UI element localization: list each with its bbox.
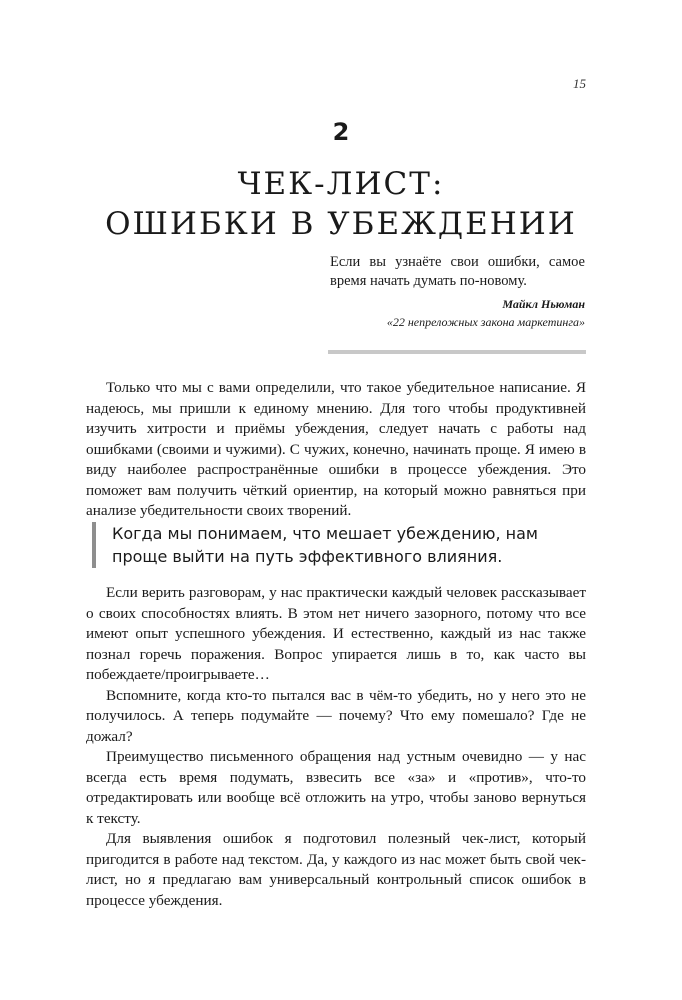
- epigraph-author: Майкл Ньюман: [502, 297, 585, 311]
- epigraph-divider: [328, 350, 586, 354]
- epigraph-source: «22 непреложных закона маркетинга»: [386, 315, 585, 329]
- intro-paragraph: Только что мы с вами определили, что такое убедительное написание. Я надеюсь, мы пришли к единому мнению. Для того чтобы продуктивней изучить хитрости и приёмы убеждения, следует начать с работы над ошибками (своими и чужими). С чужих, конечно, начинать проще. Я имею в виду наиболее распространённые ошибки в процессе убеждения. Это поможет вам получить чёткий ориентир, на который можно равняться при анализе убедительности своих творений.: [86, 379, 586, 519]
- body-paragraph: Вспомните, когда кто-то пытался вас в чём-то убедить, но у него это не получилось. А теперь подумайте — почему? Что ему помешало? Где не дожал?: [86, 686, 586, 745]
- callout-text: Когда мы понимаем, что мешает убеждению, нам проще выйти на путь эффективного влияния.: [112, 524, 538, 566]
- chapter-title: [0, 164, 682, 244]
- intro-section: [86, 378, 586, 522]
- callout-quote: [92, 522, 582, 568]
- body-paragraph: Если верить разговорам, у нас практически каждый человек рассказывает о своих способностях влиять. В этом нет ничего зазорного, потому что все имеют опыт успешного убеждения. И естественно, каждый из нас также познал горечь поражения. Вопрос упирается лишь в то, как часто вы побеждаете/проигрываете…: [86, 584, 586, 683]
- chapter-title-line-2: ОШИБКИ В УБЕЖДЕНИИ: [105, 206, 577, 242]
- body-paragraph: Преимущество письменного обращения над устным очевидно — у нас всегда есть время подумать, взвесить все «за» и «против», что-то отредактировать или вообще всё отложить на утро, чтобы заново вернуться к тексту.: [86, 748, 586, 827]
- main-text: [86, 583, 586, 911]
- chapter-number: 2: [332, 118, 350, 146]
- body-paragraph: Для выявления ошибок я подготовил полезный чек-лист, который пригодится в работе над текстом. Да, у каждого из нас может быть свой чек-лист, но я предлагаю вам универсальный контрольный список ошибок в процессе убеждения.: [86, 830, 586, 909]
- epigraph-text: Если вы узнаёте свои ошибки, самое время начать думать по-новому.: [330, 254, 585, 289]
- chapter-title-line-1: ЧЕК-ЛИСТ:: [237, 166, 445, 202]
- epigraph: [330, 253, 585, 330]
- page-number: 15: [573, 76, 586, 91]
